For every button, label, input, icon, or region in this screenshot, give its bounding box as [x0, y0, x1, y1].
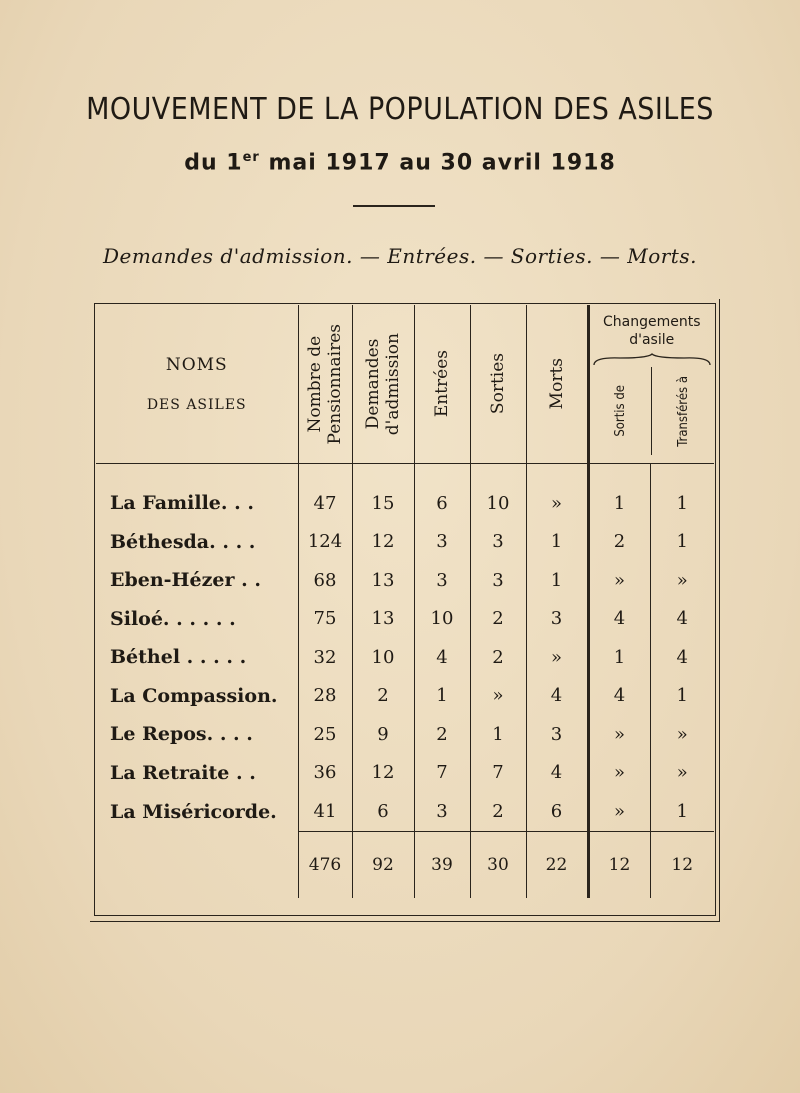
table-row [96, 561, 714, 600]
transferes-cell: 4 [650, 638, 714, 677]
asile-name-cell: Béthel . . . . . [110, 646, 247, 669]
entrees-cell: 6 [414, 484, 470, 523]
morts-cell: 6 [526, 792, 588, 831]
pensionnaires-cell: 25 [298, 715, 352, 754]
asile-name-cell: La Compassion. [110, 684, 278, 707]
demandes-cell: 6 [352, 792, 414, 831]
table-row [96, 792, 714, 831]
header-entrees [414, 305, 470, 464]
subtitle-prefix: du 1 [184, 150, 243, 176]
sorties-cell: 3 [470, 561, 526, 600]
sortis-cell: » [588, 792, 650, 831]
total-sorties: 30 [470, 831, 526, 898]
header-entrees-label: Entrées [432, 350, 452, 418]
entrees-cell: 10 [414, 600, 470, 639]
transferes-cell: 1 [650, 484, 714, 523]
entrees-cell: 3 [414, 561, 470, 600]
population-table [96, 305, 714, 898]
sortis-cell: » [588, 715, 650, 754]
section-heading: Demandes d'admission. — Entrées. — Sorties. — Morts. [103, 244, 697, 268]
table-row [96, 484, 714, 523]
entrees-cell: 4 [414, 638, 470, 677]
demandes-cell: 10 [352, 638, 414, 677]
morts-cell: 1 [526, 561, 588, 600]
header-demandes-line1: Demandes [363, 338, 383, 430]
morts-cell: 3 [526, 715, 588, 754]
asile-name-cell: Le Repos. . . . [110, 723, 253, 746]
date-range-subtitle [0, 150, 800, 175]
sorties-cell: 10 [470, 484, 526, 523]
pensionnaires-cell: 36 [298, 754, 352, 793]
asile-name-cell: Béthesda. . . . [110, 530, 256, 553]
sorties-cell: 3 [470, 523, 526, 562]
transferes-cell: 1 [650, 677, 714, 716]
header-pensionnaires [298, 305, 352, 464]
subtitle-superscript: er [242, 150, 260, 165]
header-changements-line1: Changements [602, 314, 701, 330]
pensionnaires-cell: 124 [298, 523, 352, 562]
header-sorties-label: Sorties [488, 353, 508, 415]
demandes-cell: 13 [352, 561, 414, 600]
transferes-cell: » [650, 754, 714, 793]
asile-name-cell: Siloé. . . . . . [110, 607, 236, 630]
asile-name-cell: La Retraite . . [110, 761, 256, 784]
header-sorties [470, 305, 526, 464]
total-pensionnaires: 476 [298, 831, 352, 898]
transferes-cell: » [650, 561, 714, 600]
header-pensionnaires-line1: Nombre de [305, 335, 325, 433]
sorties-cell: 1 [470, 715, 526, 754]
sorties-cell: 2 [470, 600, 526, 639]
table-row [96, 638, 714, 677]
table-row [96, 600, 714, 639]
sortis-cell: 2 [588, 523, 650, 562]
brace-icon [590, 353, 714, 367]
header-sortis-de: Sortis de [612, 385, 628, 437]
header-changements-title [590, 313, 715, 349]
total-entrees: 39 [414, 831, 470, 898]
total-sortis: 12 [588, 831, 650, 898]
header-changements [588, 305, 714, 464]
morts-cell: 4 [526, 754, 588, 793]
header-demandes [352, 305, 414, 464]
sorties-cell: 2 [470, 792, 526, 831]
total-morts: 22 [526, 831, 588, 898]
entrees-cell: 3 [414, 792, 470, 831]
entrees-cell: 1 [414, 677, 470, 716]
sortis-cell: 4 [588, 677, 650, 716]
header-noms-line2: DES ASILES [146, 397, 247, 413]
sortis-cell: » [588, 754, 650, 793]
header-demandes-line2: d'admission [383, 332, 403, 436]
sorties-cell: 7 [470, 754, 526, 793]
entrees-cell: 3 [414, 523, 470, 562]
pensionnaires-cell: 75 [298, 600, 352, 639]
header-noms [96, 305, 298, 464]
header-noms-line1: NOMS [165, 355, 228, 375]
morts-cell: 3 [526, 600, 588, 639]
sortis-cell: » [588, 561, 650, 600]
entrees-cell: 7 [414, 754, 470, 793]
subtitle-rest: mai 1917 au 30 avril 1918 [259, 150, 616, 176]
table-row [96, 715, 714, 754]
morts-cell: » [526, 484, 588, 523]
sortis-cell: 1 [588, 484, 650, 523]
demandes-cell: 9 [352, 715, 414, 754]
header-changements-line2: d'asile [629, 332, 675, 348]
header-pensionnaires-line2: Pensionnaires [325, 323, 345, 445]
transferes-cell: 1 [650, 792, 714, 831]
demandes-cell: 12 [352, 754, 414, 793]
sortis-cell: 4 [588, 600, 650, 639]
transferes-cell: 4 [650, 600, 714, 639]
header-morts [526, 305, 588, 464]
title-divider [353, 205, 435, 207]
pensionnaires-cell: 41 [298, 792, 352, 831]
morts-cell: » [526, 638, 588, 677]
table-body [96, 484, 714, 831]
header-transferes-a: Transférés à [675, 375, 691, 447]
sorties-cell: » [470, 677, 526, 716]
table-row [96, 677, 714, 716]
transferes-cell: » [650, 715, 714, 754]
table-row [96, 523, 714, 562]
asile-name-cell: Eben-Hézer . . [110, 569, 261, 592]
table-row [96, 754, 714, 793]
total-transferes: 12 [650, 831, 714, 898]
demandes-cell: 13 [352, 600, 414, 639]
morts-cell: 1 [526, 523, 588, 562]
spacer-row [96, 464, 714, 485]
demandes-cell: 2 [352, 677, 414, 716]
header-morts-label: Morts [546, 358, 567, 410]
pensionnaires-cell: 32 [298, 638, 352, 677]
total-demandes: 92 [352, 831, 414, 898]
asile-name-cell: La Famille. . . [110, 492, 254, 515]
demandes-cell: 12 [352, 523, 414, 562]
table-header-row [96, 305, 714, 464]
totals-label-cell [96, 831, 298, 898]
page-title: MOUVEMENT DE LA POPULATION DES ASILES [86, 92, 714, 127]
totals-row [96, 831, 714, 898]
asile-name-cell: La Miséricorde. [110, 800, 277, 823]
sorties-cell: 2 [470, 638, 526, 677]
sortis-cell: 1 [588, 638, 650, 677]
morts-cell: 4 [526, 677, 588, 716]
pensionnaires-cell: 47 [298, 484, 352, 523]
demandes-cell: 15 [352, 484, 414, 523]
pensionnaires-cell: 68 [298, 561, 352, 600]
entrees-cell: 2 [414, 715, 470, 754]
pensionnaires-cell: 28 [298, 677, 352, 716]
transferes-cell: 1 [650, 523, 714, 562]
